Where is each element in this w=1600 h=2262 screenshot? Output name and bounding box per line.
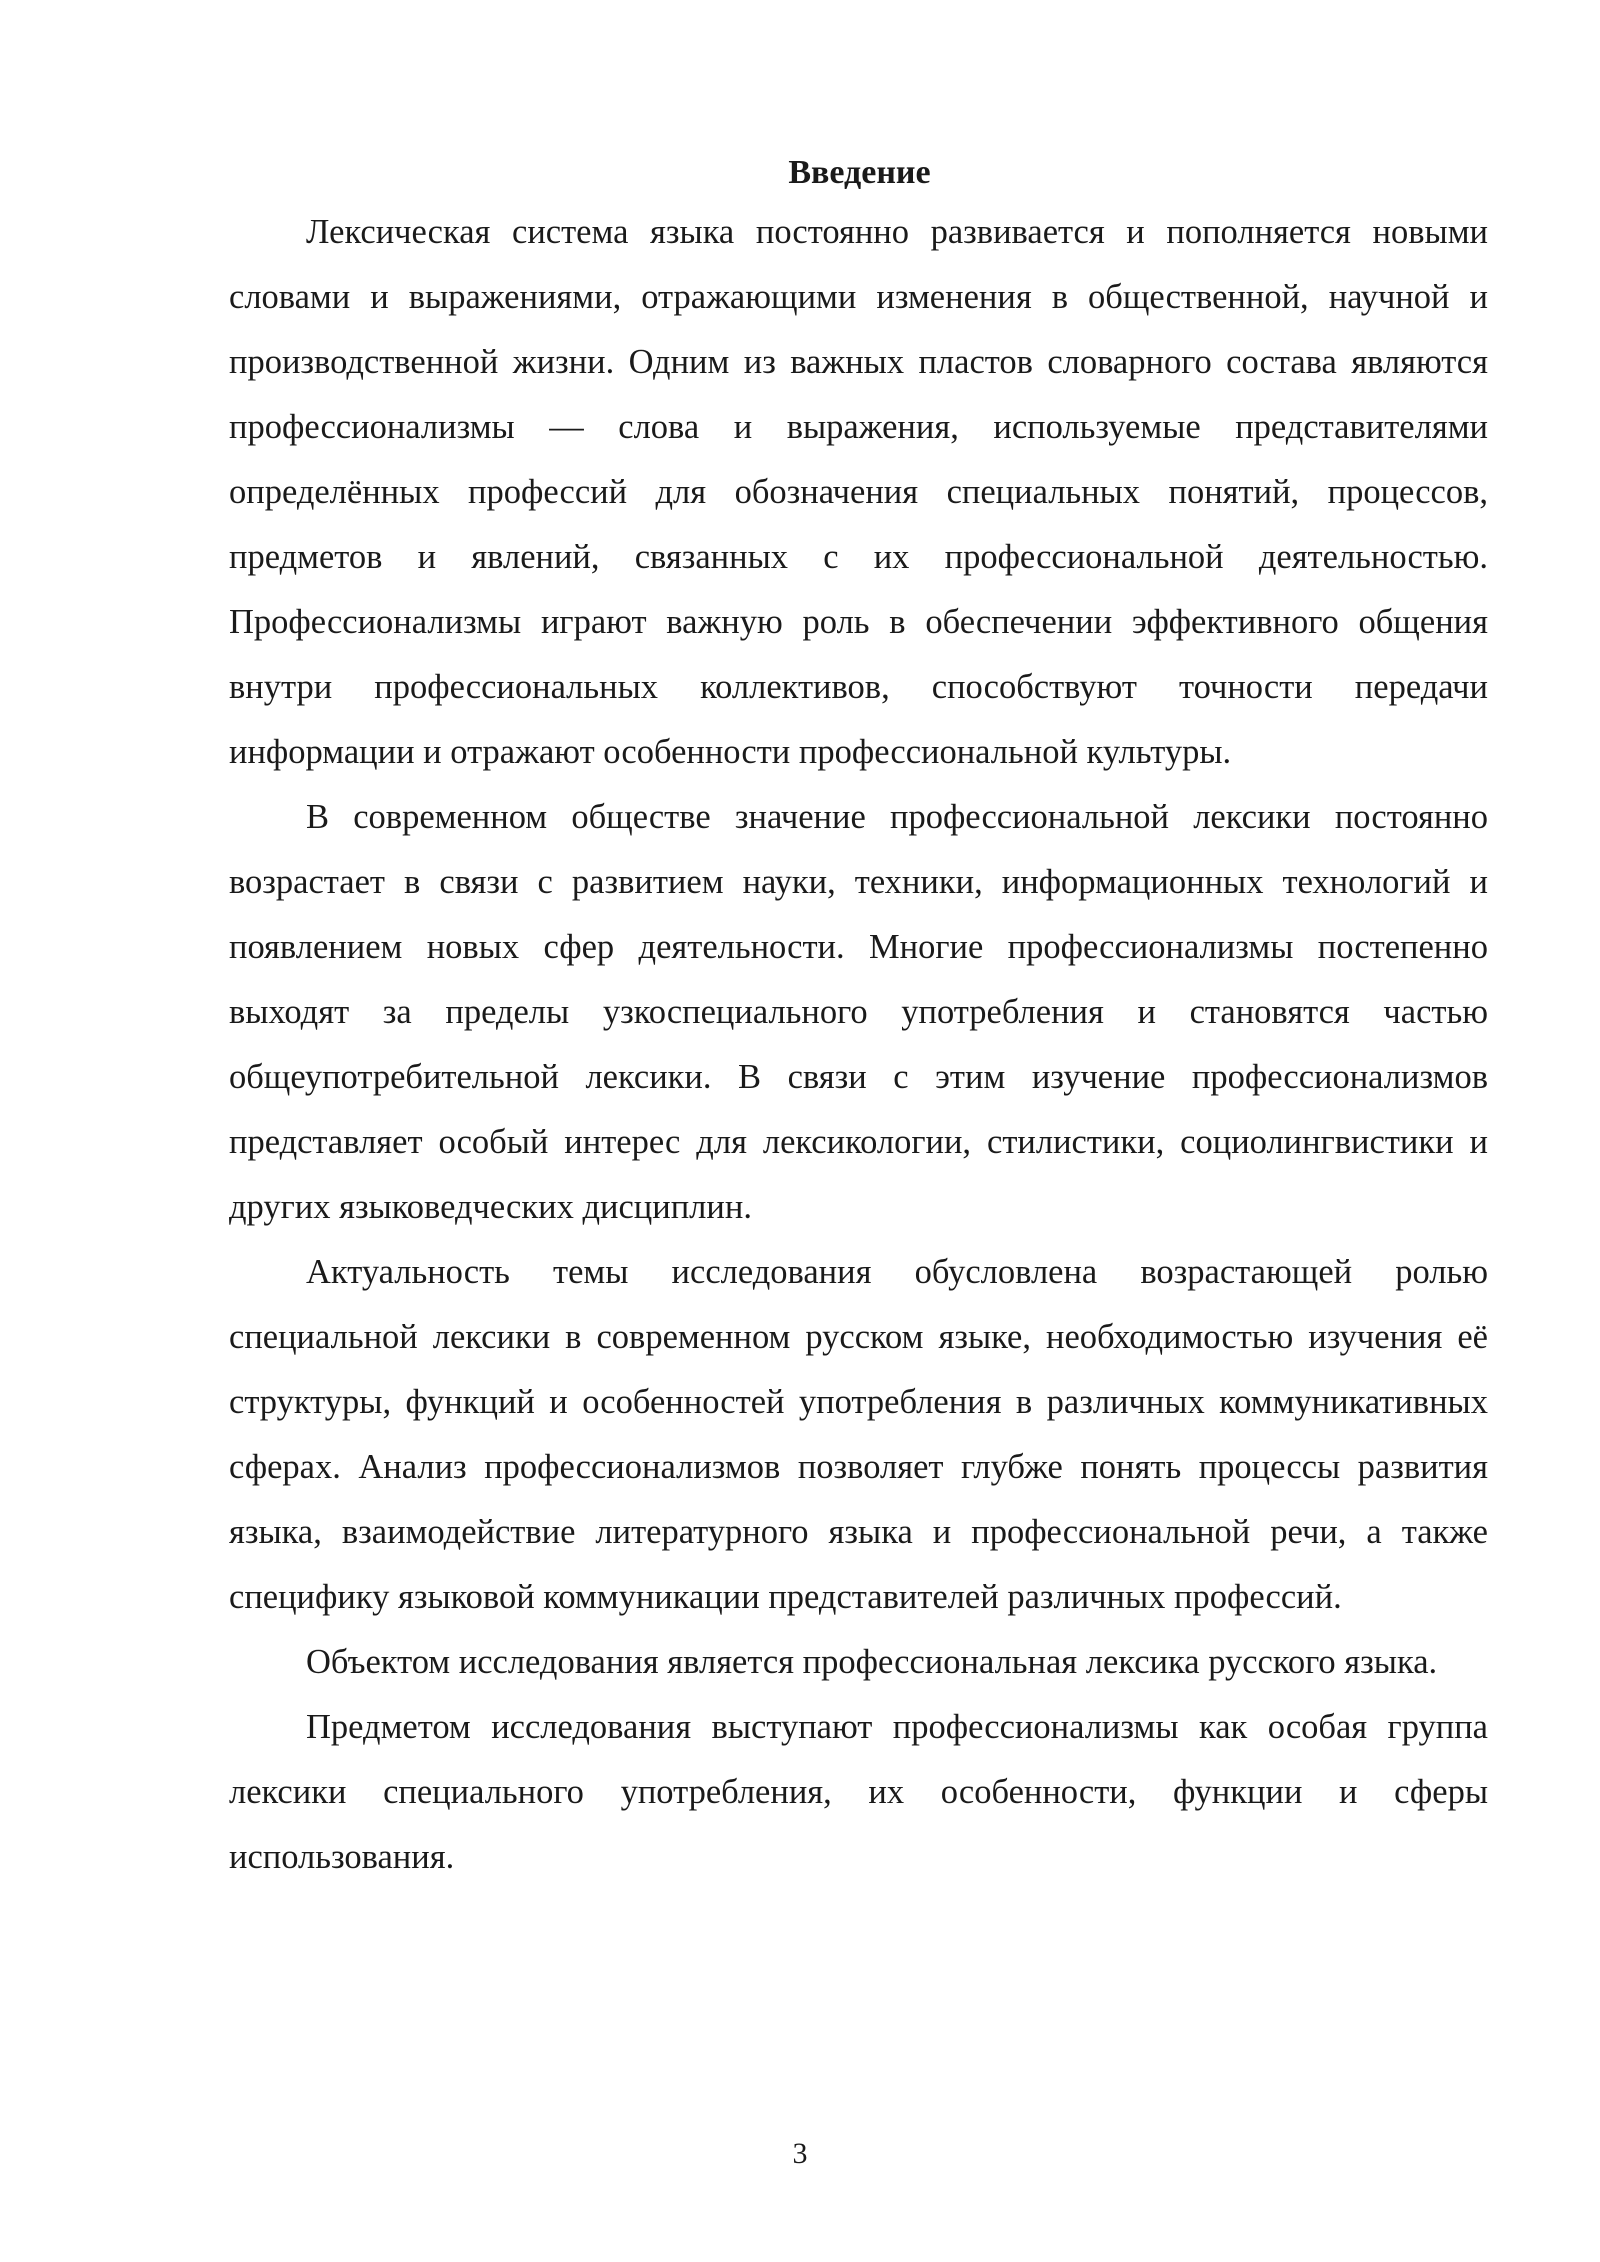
paragraph-3: Актуальность темы исследования обусловлена возрастающей ролью специальной лексики в современном русском языке, необходимостью изучения её структуры, функций и особенностей употребления в различных коммуникативных сферах. Анализ профессионализмов позволяет глубже понять процессы развития языка, взаимодействие литературного языка и профессиональной речи, а также специфику языковой коммуникации представителей различных профессий. — [229, 1253, 1488, 1616]
page-content — [229, 146, 1488, 1890]
paragraph-2: В современном обществе значение профессиональной лексики постоянно возрастает в связи с развитием науки, техники, информационных технологий и появлением новых сфер деятельности. Многие профессионализмы постепенно выходят за пределы узкоспециального употребления и становятся частью общеупотребительной лексики. В связи с этим изучение профессионализмов представляет особый интерес для лексикологии, стилистики, социолингвистики и других языковедческих дисциплин. — [229, 798, 1488, 1226]
paragraph-4: Объектом исследования является профессиональная лексика русского языка. — [306, 1643, 1438, 1681]
section-title: Введение — [788, 154, 931, 191]
paragraph-1: Лексическая система языка постоянно развивается и пополняется новыми словами и выражениями, отражающими изменения в общественной, научной и производственной жизни. Одним из важных пластов словарного состава являются профессионализмы — слова и выражения, используемые представителями определённых профессий для обозначения специальных понятий, процессов, предметов и явлений, связанных с их профессиональной деятельностью. Профессионализмы играют важную роль в обеспечении эффективного общения внутри профессиональных коллективов, способствуют точности передачи информации и отражают особенности профессиональной культуры. — [229, 213, 1488, 771]
paragraph-5: Предметом исследования выступают профессионализмы как особая группа лексики специального употребления, их особенности, функции и сферы использования. — [229, 1708, 1488, 1876]
page-number: 3 — [792, 2137, 808, 2170]
